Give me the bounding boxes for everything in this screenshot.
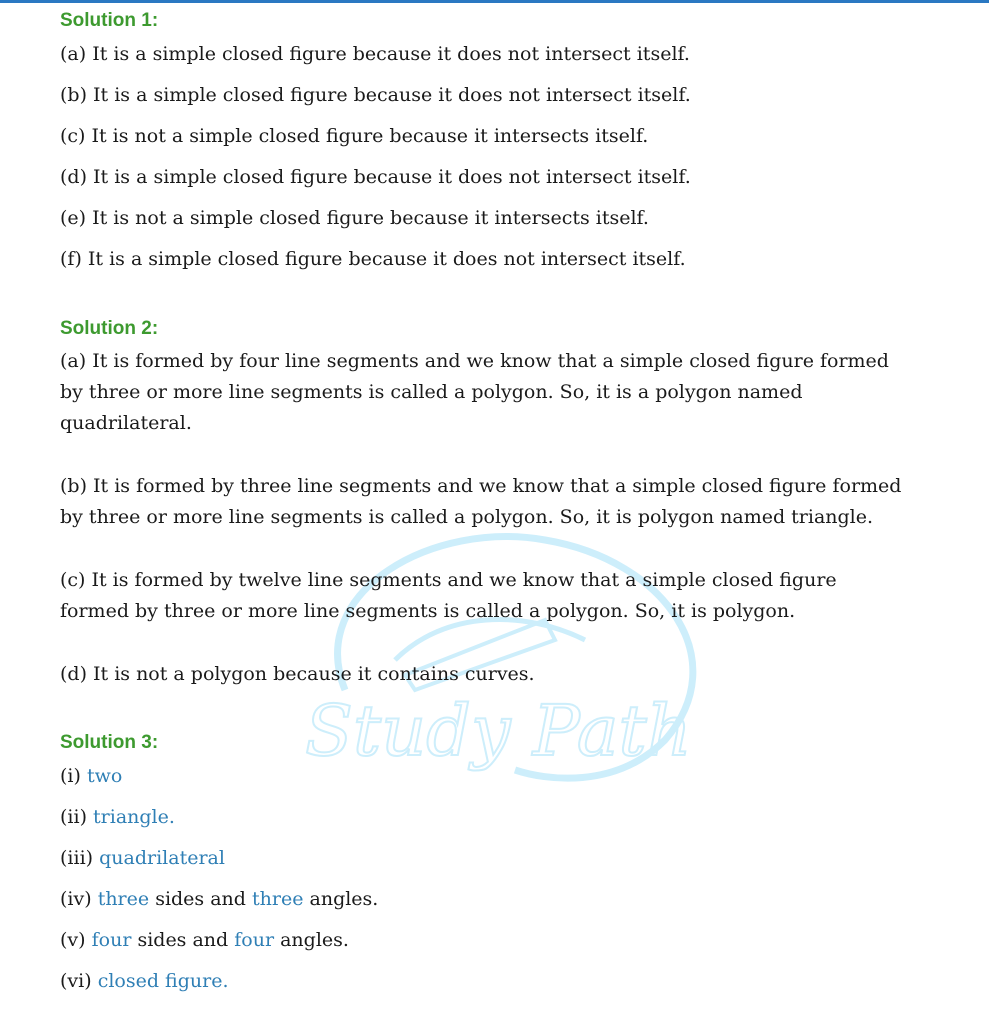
solution-3-list [60, 756, 960, 1002]
solution-1-item-c: (c) It is not a simple closed figure because it intersects itself. [60, 125, 649, 147]
solution-2-b-line-2: by three or more line segments is called a polygon. So, it is polygon named triangle. [60, 506, 874, 528]
connector-text: sides and [137, 929, 229, 951]
item-label: (iii) [60, 847, 94, 869]
document-page [60, 6, 960, 1002]
solution-1-item-b: (b) It is a simple closed figure because it does not intersect itself. [60, 84, 691, 106]
solution-1-item-d: (d) It is a simple closed figure because it does not intersect itself. [60, 166, 691, 188]
solution-3-item-ii [60, 797, 960, 838]
answer-text: closed figure. [97, 970, 229, 992]
solution-2-c-line-1: (c) It is formed by twelve line segments and we know that a simple closed figure [60, 569, 837, 591]
solution-2-paragraph-b [60, 471, 960, 533]
solution-1-heading: Solution 1: [60, 10, 159, 31]
solution-1-item-a: (a) It is a simple closed figure because it does not intersect itself. [60, 43, 690, 65]
answer-text: three [252, 888, 304, 910]
watermark-text: Study Path [305, 690, 692, 772]
solution-2-d-line-1: (d) It is not a polygon because it contains curves. [60, 663, 535, 685]
top-rule [0, 0, 989, 3]
answer-text: four [234, 929, 275, 951]
answer-text: quadrilateral [99, 847, 225, 869]
solution-2-paragraph-d [60, 659, 960, 690]
solution-3-item-iv [60, 879, 960, 920]
solution-2-a-line-1: (a) It is formed by four line segments and we know that a simple closed figure formed [60, 350, 889, 372]
solution-3-item-iii [60, 838, 960, 879]
solution-2-a-line-3: quadrilateral. [60, 412, 192, 434]
solution-2-b-line-1: (b) It is formed by three line segments and we know that a simple closed figure formed [60, 475, 902, 497]
trailing-text: angles. [280, 929, 349, 951]
solution-2-paragraph-c [60, 565, 960, 627]
trailing-text: angles. [309, 888, 379, 910]
answer-text: three [97, 888, 150, 910]
item-label: (v) [60, 929, 86, 951]
solution-2-heading: Solution 2: [60, 318, 159, 339]
connector-text: sides and [155, 888, 246, 910]
solution-1-list [60, 34, 960, 280]
solution-3-item-vi [60, 961, 960, 1002]
solution-2-paragraph-a [60, 346, 960, 439]
item-label: (ii) [60, 806, 87, 828]
solution-2-c-line-2: formed by three or more line segments is called a polygon. So, it is polygon. [60, 600, 796, 622]
solution-2-a-line-2: by three or more line segments is called a polygon. So, it is a polygon named [60, 381, 803, 403]
solution-3-item-i [60, 756, 960, 797]
answer-text: triangle. [93, 806, 175, 828]
solution-1-item-f: (f) It is a simple closed figure because it does not intersect itself. [60, 248, 686, 270]
item-label: (iv) [60, 888, 92, 910]
solution-3-item-v [60, 920, 960, 961]
item-label: (vi) [60, 970, 92, 992]
answer-text: four [91, 929, 132, 951]
answer-text: two [86, 765, 123, 787]
item-label: (i) [60, 765, 81, 787]
solution-3-heading: Solution 3: [60, 732, 159, 753]
solution-1-item-e: (e) It is not a simple closed figure because it intersects itself. [60, 207, 649, 229]
